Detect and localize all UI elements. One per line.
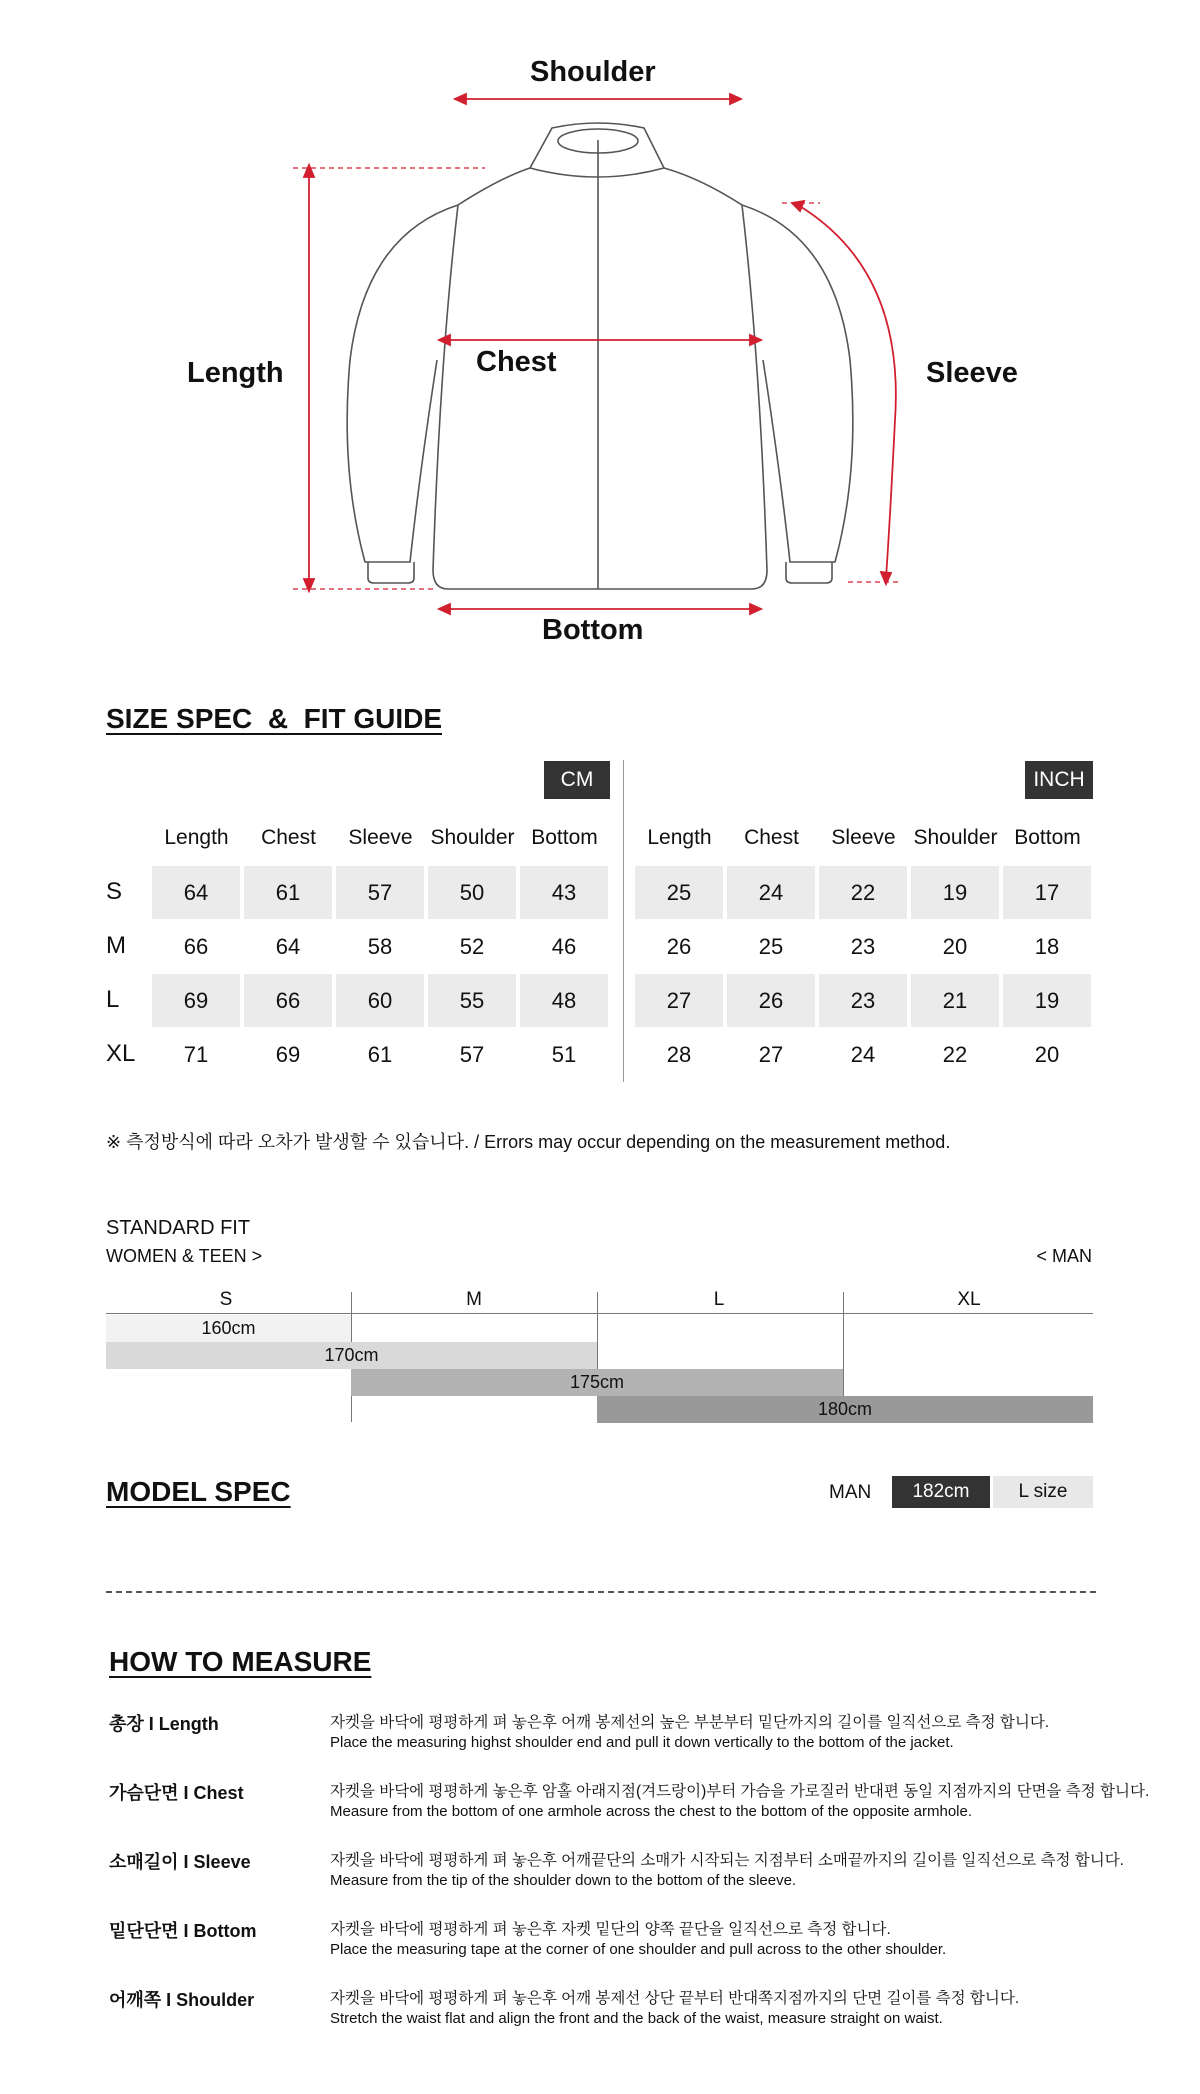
label-bottom: Bottom (542, 614, 644, 646)
column-header-inch: Chest (744, 826, 799, 849)
model-spec-heading: MODEL SPEC (106, 1476, 291, 1507)
size-label: XL (106, 1040, 136, 1067)
measure-term: 총장 I Length (109, 1714, 219, 1734)
size-cell-cm: 66 (183, 934, 209, 959)
model-size: L size (993, 1476, 1093, 1508)
size-label: S (106, 878, 123, 905)
column-header-inch: Sleeve (831, 826, 896, 849)
measure-term: 소매길이 I Sleeve (109, 1852, 251, 1872)
fit-height-bar: 180cm (597, 1396, 1093, 1423)
size-cell-cm: 57 (459, 1042, 485, 1067)
section-divider (106, 1591, 1096, 1593)
fit-right-label: < MAN (1036, 1246, 1092, 1266)
size-cell-cm: 61 (367, 1042, 393, 1067)
size-cell-inch: 23 (819, 974, 907, 1027)
size-cell-inch: 23 (850, 934, 876, 959)
fit-height-bar: 175cm (351, 1369, 843, 1396)
size-cell-cm: 51 (551, 1042, 577, 1067)
label-chest: Chest (476, 346, 557, 378)
label-sleeve: Sleeve (926, 357, 1018, 389)
fit-size-m: M (466, 1289, 482, 1310)
size-cell-cm: 69 (275, 1042, 301, 1067)
label-shoulder: Shoulder (530, 56, 656, 88)
size-cell-inch: 20 (942, 934, 968, 959)
size-spec-heading: SIZE SPEC & FIT GUIDE (106, 703, 443, 734)
inch-badge: INCH (1025, 761, 1093, 799)
column-header-cm: Length (164, 826, 229, 849)
column-header-cm: Chest (261, 826, 316, 849)
measure-desc-en: Measure from the tip of the shoulder down to the bottom of the sleeve. (330, 1872, 797, 1889)
size-cell-inch: 22 (819, 866, 907, 919)
size-cell-cm: 58 (367, 934, 393, 959)
size-label: M (106, 932, 126, 959)
size-cell-cm: 71 (183, 1042, 209, 1067)
measure-desc-ko: 자켓을 바닥에 평평하게 펴 놓은후 어깨 봉제선의 높은 부분부터 밑단까지의 길이를 일직선으로 측정 합니다. (330, 1714, 1050, 1731)
column-header-inch: Shoulder (913, 826, 998, 849)
measure-desc-ko: 자켓을 바닥에 평평하게 펴 놓은후 어깨끝단의 소매가 시작되는 지점부터 소매끝까지의 길이를 일직선으로 측정 합니다. (330, 1852, 1124, 1869)
size-cell-inch: 20 (1034, 1042, 1060, 1067)
column-header-cm: Bottom (531, 826, 598, 849)
column-header-cm: Shoulder (430, 826, 515, 849)
measure-desc-en: Place the measuring tape at the corner of one shoulder and pull across to the other shoulder. (330, 1941, 947, 1958)
measure-term: 어깨쪽 I Shoulder (109, 1990, 255, 2010)
size-cell-cm: 69 (152, 974, 240, 1027)
size-cell-cm: 57 (336, 866, 424, 919)
size-cell-cm: 43 (520, 866, 608, 919)
measure-term: 가슴단면 I Chest (109, 1783, 244, 1803)
size-cell-inch: 24 (850, 1042, 876, 1067)
measure-desc-ko: 자켓을 바닥에 평평하게 놓은후 암홀 아래지점(겨드랑이)부터 가슴을 가로질러 반대편 동일 지점까지의 단면을 측정 합니다. (330, 1783, 1150, 1800)
how-to-measure-heading: HOW TO MEASURE (109, 1646, 372, 1677)
column-header-cm: Sleeve (348, 826, 413, 849)
measure-desc-en: Place the measuring highst shoulder end and pull it down vertically to the bottom of the jacket. (330, 1734, 954, 1751)
size-cell-cm: 50 (428, 866, 516, 919)
fit-height-bar: 170cm (106, 1342, 597, 1369)
size-cell-inch: 28 (666, 1042, 692, 1067)
fit-size-xl: XL (957, 1289, 981, 1310)
size-cell-inch: 18 (1034, 934, 1060, 959)
size-cell-inch: 22 (942, 1042, 968, 1067)
size-cell-inch: 25 (758, 934, 784, 959)
jacket-measurement-diagram (0, 0, 1200, 680)
size-cell-cm: 66 (244, 974, 332, 1027)
fit-size-s: S (219, 1289, 233, 1310)
measure-desc-en: Measure from the bottom of one armhole across the chest to the bottom of the opposite armhole. (330, 1803, 973, 1820)
size-cell-inch: 24 (727, 866, 815, 919)
model-gender: MAN (829, 1482, 872, 1503)
fit-axis-line (106, 1313, 1093, 1314)
label-length: Length (187, 357, 284, 389)
size-cell-cm: 64 (152, 866, 240, 919)
size-cell-inch: 19 (911, 866, 999, 919)
size-cell-inch: 17 (1003, 866, 1091, 919)
jacket-outline (0, 0, 1200, 680)
size-cell-cm: 60 (336, 974, 424, 1027)
column-header-inch: Length (647, 826, 712, 849)
cm-badge: CM (544, 761, 610, 799)
size-cell-inch: 19 (1003, 974, 1091, 1027)
table-divider (623, 760, 624, 1082)
size-cell-cm: 64 (275, 934, 301, 959)
size-cell-inch: 26 (666, 934, 692, 959)
measurement-note: ※ 측정방식에 따라 오차가 발생할 수 있습니다. / Errors may occur depending on the measurement method. (106, 1132, 951, 1152)
size-cell-cm: 52 (459, 934, 485, 959)
fit-left-label: WOMEN & TEEN > (106, 1246, 263, 1266)
size-cell-inch: 25 (635, 866, 723, 919)
measure-desc-ko: 자켓을 바닥에 평평하게 펴 놓은후 자켓 밑단의 양쪽 끝단을 일직선으로 측정 합니다. (330, 1921, 891, 1938)
size-cell-cm: 55 (428, 974, 516, 1027)
column-header-inch: Bottom (1014, 826, 1081, 849)
size-cell-cm: 48 (520, 974, 608, 1027)
size-cell-inch: 27 (635, 974, 723, 1027)
fit-title: STANDARD FIT (106, 1217, 251, 1239)
size-label: L (106, 986, 120, 1013)
measure-desc-ko: 자켓을 바닥에 평평하게 펴 놓은후 어깨 봉제선 상단 끝부터 반대쪽지점까지의 단면 길이를 측정 합니다. (330, 1990, 1020, 2007)
measure-term: 밑단단면 I Bottom (109, 1921, 257, 1941)
fit-size-l: L (713, 1289, 725, 1310)
size-cell-inch: 21 (911, 974, 999, 1027)
model-height: 182cm (892, 1476, 990, 1508)
size-cell-inch: 26 (727, 974, 815, 1027)
fit-height-bar: 160cm (106, 1315, 351, 1342)
measure-desc-en: Stretch the waist flat and align the front and the back of the waist, measure straight on waist. (330, 2010, 943, 2027)
size-cell-inch: 27 (758, 1042, 784, 1067)
size-cell-cm: 61 (244, 866, 332, 919)
size-cell-cm: 46 (551, 934, 577, 959)
